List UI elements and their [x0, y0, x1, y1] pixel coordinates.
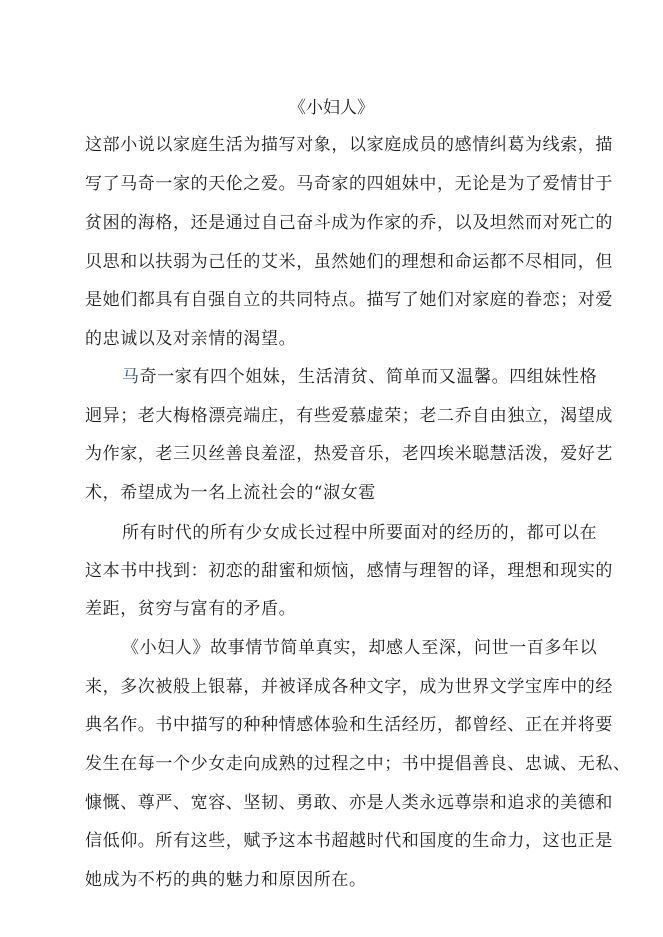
- text-line: 这本书中找到：初恋的甜蜜和烦恼，感情与理智的译，理想和现实的: [85, 561, 613, 581]
- document-title: 《小妇人》: [289, 98, 374, 118]
- text-line: 信低仰。所有这些，赋予这本书超越时代和国度的生命力，这也正是: [85, 831, 613, 851]
- text-line-rest: 奇一家有四个姐妹，生活清贫、简单而又温馨。四组妹性格: [139, 367, 598, 387]
- text-line: 写了马奇一家的天伦之爱。马奇家的四姐妹中，无论是为了爱情甘于: [85, 174, 613, 194]
- text-line: 来，多次被般上银幕，并被译成各种文字，成为世界文学宝库中的经: [85, 677, 613, 697]
- text-line: 迥异；老大梅格漂亮端庄，有些爱慕虚荣；老二乔自由独立，渴望成: [85, 406, 613, 426]
- text-line: 为作家，老三贝丝善良羞涩，热爱音乐，老四埃米聪慧活泼，爱好艺: [85, 444, 613, 464]
- text-line: 是她们都具有自强自立的共同特点。描写了她们对家庭的眷恋；对爱: [85, 290, 613, 310]
- text-line: 这部小说以家庭生活为描写对象，以家庭成员的感情纠葛为线索，描: [85, 135, 613, 155]
- text-line: 《小妇人》故事情节简单真实，却感人至深，问世一百多年以: [122, 638, 598, 658]
- text-line: 典名作。书中描写的种种情感体验和生活经历，都曾经、正在并将要: [85, 715, 613, 735]
- text-line: 贫困的海格，还是通过自己奋斗成为作家的乔，以及坦然而对死亡的: [85, 213, 613, 233]
- text-line: [122, 365, 597, 389]
- text-line: 她成为不朽的典的魅力和原因所在。: [85, 870, 367, 890]
- text-line: 发生在每一个少女走向成熟的过程之中；书中提倡善良、忠诚、无私、: [85, 754, 631, 774]
- text-line: 慷慨、尊严、宽容、坚韧、勇敢、亦是人类永远尊崇和追求的美德和: [85, 793, 613, 813]
- text-line: 所有时代的所有少女成长过程中所要面对的经历的，都可以在: [122, 523, 598, 543]
- text-line: 贝思和以扶弱为己任的艾米，虽然她们的理想和命运都不尽相同，但: [85, 252, 613, 272]
- text-line: 的忠诚以及对亲情的渴望。: [85, 329, 297, 349]
- text-line: 术，希望成为一名上流社会的“淑女雹: [85, 483, 376, 503]
- highlighted-word: 马: [122, 367, 140, 387]
- text-line: 差距，贫穷与富有的矛盾。: [85, 599, 297, 619]
